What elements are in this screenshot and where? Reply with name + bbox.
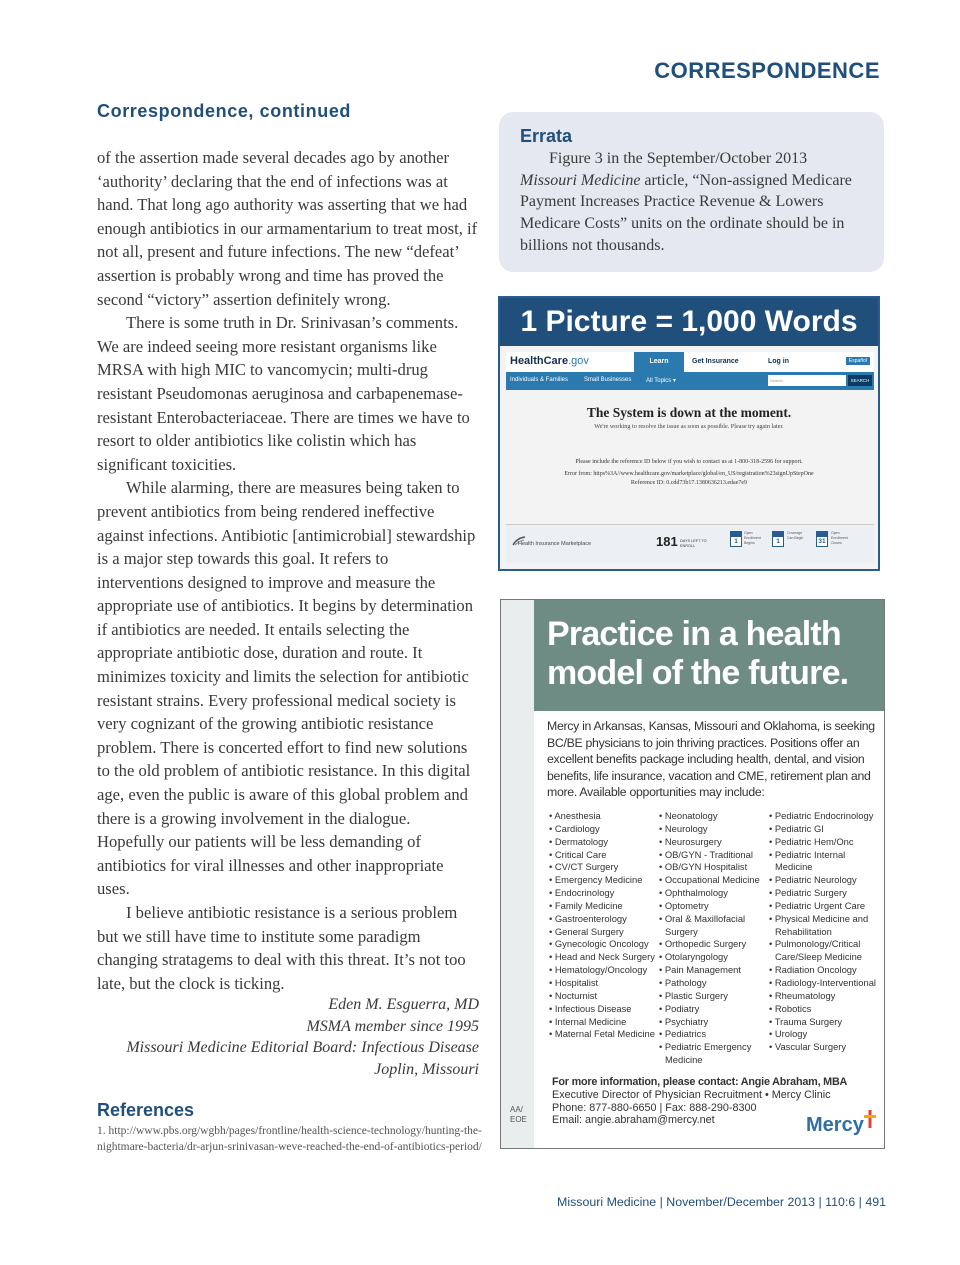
errata-title: Errata: [520, 126, 573, 146]
specialty-item: • Gastroenterology: [547, 913, 659, 926]
specialty-item: • OB/GYN - Traditional: [657, 849, 769, 862]
contact-phone: Phone: 877-880-6650 | Fax: 888-290-8300: [552, 1101, 757, 1114]
error-url: Error from: https%3A//www.healthcare.gov/marketplace/global/en_US/registration%23signUpStepOne: [564, 471, 814, 477]
specialty-item: • Physical Medicine and Rehabilitation: [767, 913, 883, 939]
mercy-cross-icon: [864, 1110, 876, 1128]
specialty-item: • Dermatology: [547, 836, 659, 849]
specialty-item: • Nocturnist: [547, 990, 659, 1003]
mercy-logo: Mercy: [806, 1114, 864, 1136]
healthcare-logo-word: HealthCare: [510, 355, 569, 367]
author-board: Missouri Medicine Editorial Board: Infectious Disease: [126, 1039, 479, 1056]
system-down-subtitle: We're working to resolve the issue as soon as possible. Please try again later.: [594, 423, 784, 430]
days-left-label: DAYS LEFT TO ENROLL: [680, 539, 707, 548]
calendar-day: 31: [818, 538, 826, 545]
tab-login: Log in: [768, 358, 789, 365]
specialty-item: • Cardiology: [547, 823, 659, 836]
healthcare-logo: [510, 355, 589, 367]
reference-note: Please include the reference ID below if you wish to contact us at 1-800-318-2596 for support.: [575, 459, 803, 465]
specialty-item: • Pediatric Neurology: [767, 874, 883, 887]
search-input: Search: [768, 375, 846, 386]
specialty-item: • Anesthesia: [547, 810, 659, 823]
specialty-item: • Head and Neck Surgery: [547, 951, 659, 964]
specialty-item: • Trauma Surgery: [767, 1016, 883, 1029]
specialty-item: • Infectious Disease: [547, 1003, 659, 1016]
specialty-item: • Plastic Surgery: [657, 990, 769, 1003]
nav-all-topics: All Topics ▾: [646, 378, 676, 384]
errata-text: [520, 148, 865, 257]
errata-text-part: Figure 3 in the September/October 2013: [549, 150, 808, 167]
specialty-list: [657, 810, 769, 1067]
specialty-item: • Robotics: [767, 1003, 883, 1016]
page-footer: Missouri Medicine | November/December 2013 | 110:6 | 491: [557, 1195, 886, 1209]
specialty-item: • Gynecologic Oncology: [547, 938, 659, 951]
specialty-item: • Neurology: [657, 823, 769, 836]
specialty-item: • OB/GYN Hospitalist: [657, 861, 769, 874]
specialty-item: • Pediatric GI: [767, 823, 883, 836]
calendar-label: Open Enrollment Closes: [831, 531, 848, 545]
references-title: References: [97, 1100, 195, 1120]
calendar-label: Coverage Can Begin: [787, 531, 804, 540]
healthcare-topbar: [506, 352, 874, 372]
healthcare-navbar: [506, 372, 874, 390]
specialty-item: • Urology: [767, 1028, 883, 1041]
specialty-item: • Pediatric Emergency Medicine: [657, 1041, 769, 1067]
ad-headline: Practice in a health model of the future.: [547, 615, 849, 692]
specialty-item: • CV/CT Surgery: [547, 861, 659, 874]
paragraph: While alarming, there are measures being taken to prevent antibiotics from being rendered ineffective against infections. Antibiotic [antimicrobial] stewardship is a major step towards this goal. It refers to interventions designed to improve and measure the appropriate use of antibiotics. It begins by determination if antibiotics are needed. It entails selecting the appropriate antibiotic dose, duration and route. It minimizes toxicity and limits the selection for antibiotic resistant strains. Every professional medical society is very cognizant of the growing antibiotic resistance problem. There is concerted effort to find new solutions to the old problem of antibiotic resistance. In this digital age, even the public is aware of this global problem and there is a growing involvement in the dialogue. Hopefully our patients will be less demanding of antibiotics for viral illnesses and other inappropriate uses.: [97, 478, 476, 899]
calendar-label: Open Enrollment Begins: [744, 531, 761, 545]
specialty-item: • Pediatrics: [657, 1028, 769, 1041]
ad-intro: Mercy in Arkansas, Kansas, Missouri and Oklahoma, is seeking BC/BE physicians to join thriving practices. Positions offer an excellent benefits package including health, dental, and vision benefits, life insurance, vacation and CME, retirement plan and more. Available opportunities may include:: [547, 719, 875, 799]
specialty-item: • Emergency Medicine: [547, 874, 659, 887]
calendar-day: 1: [776, 538, 780, 545]
specialty-item: • Pathology: [657, 977, 769, 990]
specialty-item: • Pediatric Surgery: [767, 887, 883, 900]
specialty-item: • Ophthalmology: [657, 887, 769, 900]
specialty-item: • Psychiatry: [657, 1016, 769, 1029]
specialty-item: • Pediatric Hem/Onc: [767, 836, 883, 849]
tab-learn: Learn: [634, 352, 684, 372]
contact-heading: For more information, please contact: Angie Abraham, MBA: [552, 1076, 848, 1088]
specialty-item: • Family Medicine: [547, 900, 659, 913]
calendar-day: 1: [734, 538, 738, 545]
contact-title: Executive Director of Physician Recruitment • Mercy Clinic: [552, 1088, 831, 1101]
specialty-item: • Radiology-Interventional: [767, 977, 883, 990]
author-signature: [97, 994, 479, 1080]
specialty-item: • Pediatric Internal Medicine: [767, 849, 883, 875]
specialty-item: • Neurosurgery: [657, 836, 769, 849]
article-body: [97, 146, 479, 995]
specialty-item: • Neonatology: [657, 810, 769, 823]
paragraph: of the assertion made several decades ago by another ‘authority’ declaring that the end of infections was at hand. That long ago authority was asserting that we had enough antibiotics in our armamentarium to treat most, if not all, present and future infections. The new “defeat’ assertion is probably wrong and time has proved the second “victory” assertion definitely wrong.: [97, 148, 478, 309]
specialty-item: • Rheumatology: [767, 990, 883, 1003]
search-button: SEARCH: [848, 375, 872, 386]
section-header: CORRESPONDENCE: [654, 58, 880, 83]
calendar-icon: [816, 531, 828, 547]
specialty-item: • Orthopedic Surgery: [657, 938, 769, 951]
specialty-item: • Pain Management: [657, 964, 769, 977]
specialty-item: • Internal Medicine: [547, 1016, 659, 1029]
paragraph: There is some truth in Dr. Srinivasan’s comments. We are indeed seeing more resistant organisms like MRSA with high MIC to vancomycin; multi-drug resistant Pseudomonas aeruginosa and carbapenemase-resistant Enterobacteriaceae. There are times we have to resort to older antibiotics like colistin which has significant toxicities.: [97, 313, 470, 474]
system-down-title: The System is down at the moment.: [586, 405, 792, 420]
continued-title: Correspondence, continued: [97, 101, 352, 121]
specialty-list: [767, 810, 883, 1054]
picture-banner: 1 Picture = 1,000 Words: [500, 298, 878, 346]
author-location: Joplin, Missouri: [374, 1060, 479, 1078]
specialty-item: • Maternal Fetal Medicine: [547, 1028, 659, 1041]
errata-text-part: article, “Non-assigned Medicare Payment Increases Practice Revenue & Lowers Medicare Costs” units on the ordinate should be in billions not thousands.: [520, 171, 852, 254]
specialty-item: • Hospitalist: [547, 977, 659, 990]
specialty-item: • Pulmonology/Critical Care/Sleep Medicine: [767, 938, 883, 964]
specialty-item: • Endocrinology: [547, 887, 659, 900]
ad-sidebar: [501, 600, 534, 1148]
reference-id: Reference ID: 0.cdd73b17.1380636213.edae7e9: [630, 480, 748, 486]
espanol-button: Español: [846, 357, 870, 365]
author-membership: MSMA member since 1995: [306, 1017, 479, 1035]
specialty-item: • Radiation Oncology: [767, 964, 883, 977]
specialty-item: • Otolaryngology: [657, 951, 769, 964]
days-left-count: 181: [656, 534, 678, 549]
specialty-item: • Oral & Maxillofacial Surgery: [657, 913, 769, 939]
specialty-item: • Vascular Surgery: [767, 1041, 883, 1054]
healthcare-logo-suffix: .gov: [568, 355, 589, 367]
contact-email: Email: angie.abraham@mercy.net: [552, 1114, 715, 1127]
specialty-item: • Podiatry: [657, 1003, 769, 1016]
healthcare-footer: [506, 524, 874, 563]
specialty-item: • Occupational Medicine: [657, 874, 769, 887]
tab-get-insurance: Get Insurance: [692, 358, 739, 365]
marketplace-label: Health Insurance Marketplace: [518, 541, 592, 547]
specialty-item: • Pediatric Urgent Care: [767, 900, 883, 913]
specialty-item: • Hematology/Oncology: [547, 964, 659, 977]
specialty-item: • Critical Care: [547, 849, 659, 862]
reference-item: 1. http://www.pbs.org/wgbh/pages/frontline/health-science-technology/hunting-the-nightmare-bacteria/dr-arjun-srinivasan-weve-reached-the-end-of-antibiotics-period/: [97, 1125, 482, 1153]
calendar-icon: [772, 531, 784, 547]
specialty-item: • Optometry: [657, 900, 769, 913]
aa-eoe-label: AA/ EOE: [510, 1105, 527, 1124]
specialty-item: • General Surgery: [547, 926, 659, 939]
picture-box: [498, 296, 880, 571]
paragraph: I believe antibiotic resistance is a serious problem but we still have time to institute some paradigm changing stratagems to deal with this threat. It’s not too late, but the clock is ticking.: [97, 903, 466, 993]
calendar-icon: [730, 531, 742, 547]
specialty-list: [547, 810, 659, 1041]
nav-individuals: Individuals & Families: [510, 377, 569, 383]
specialty-item: • Pediatric Endocrinology: [767, 810, 883, 823]
author-name: Eden M. Esguerra, MD: [328, 996, 479, 1013]
errata-journal: Missouri Medicine: [520, 171, 641, 189]
nav-small-business: Small Businesses: [584, 377, 632, 383]
mercy-ad: [500, 599, 885, 1149]
